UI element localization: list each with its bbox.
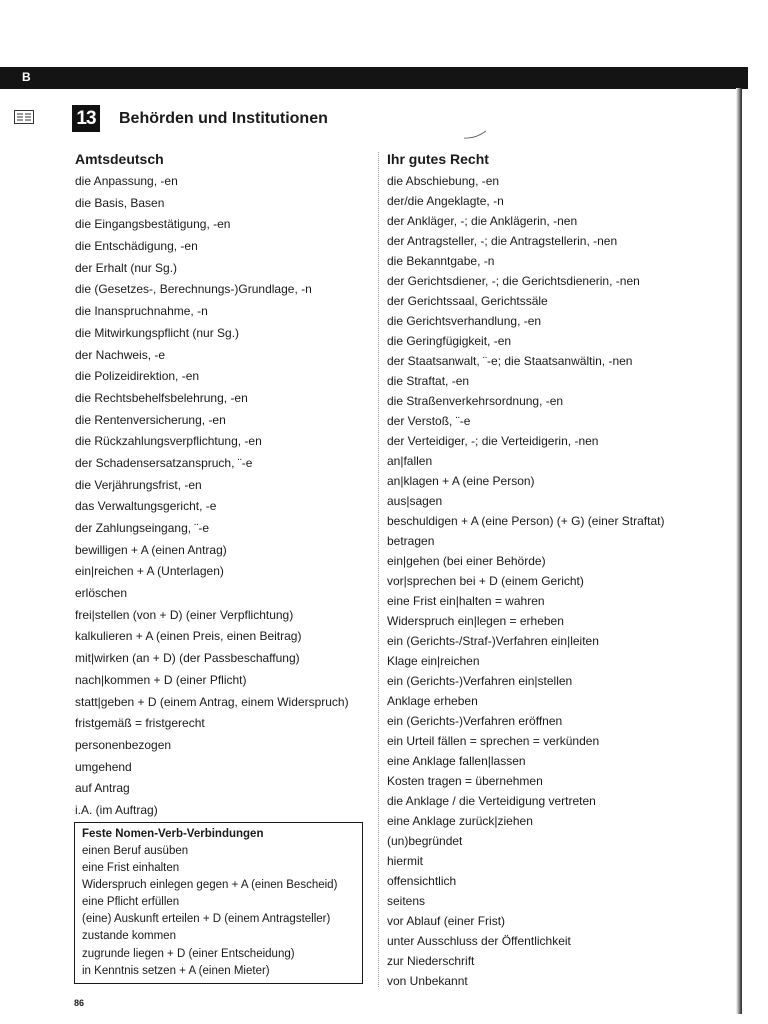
list-item: ein Urteil fällen = sprechen = verkünden — [387, 734, 600, 748]
list-item: Widerspruch ein|legen = erheben — [387, 614, 564, 628]
list-item: ein (Gerichts-)Verfahren ein|stellen — [387, 674, 573, 688]
list-item: ein (Gerichts-/Straf-)Verfahren ein|leiten — [387, 634, 599, 648]
list-item: die Rückzahlungsverpflichtung, -en — [75, 434, 262, 449]
list-item: an|klagen + A (eine Person) — [387, 474, 535, 488]
column-heading: Amtsdeutsch — [75, 151, 164, 167]
list-item: die Rentenversicherung, -en — [75, 412, 226, 427]
vocabulary-list — [75, 171, 375, 822]
list-item: die Bekanntgabe, -n — [387, 254, 495, 268]
list-item: in Kenntnis setzen + A (einen Mieter) — [82, 964, 270, 977]
unit-title: Behörden und Institutionen — [119, 110, 328, 127]
list-item: beschuldigen + A (eine Person) (+ G) (einer Straftat) — [387, 514, 665, 528]
list-item: bewilligen + A (einen Antrag) — [75, 542, 227, 557]
list-item: zur Niederschrift — [387, 954, 475, 968]
list-item: aus|sagen — [387, 494, 443, 508]
list-item: Anklage erheben — [387, 694, 478, 708]
vocabulary-list-icon — [14, 110, 34, 124]
list-item: die Entschädigung, -en — [75, 239, 198, 254]
list-item: i.A. (im Auftrag) — [75, 802, 158, 817]
list-item: eine Pflicht erfüllen — [82, 896, 180, 909]
list-item: erlöschen — [75, 586, 128, 601]
list-item: Kosten tragen = übernehmen — [387, 774, 543, 788]
list-item: der Zahlungseingang, ¨-e — [75, 521, 210, 535]
list-item: statt|geben + D (einem Antrag, einem Widerspruch) — [75, 694, 349, 709]
list-item: frei|stellen (von + D) (einer Verpflichtung) — [75, 607, 294, 622]
list-item: auf Antrag — [75, 781, 130, 796]
list-item: die Basis, Basen — [75, 195, 165, 210]
list-item: die Rechtsbehelfsbelehrung, -en — [75, 390, 248, 405]
list-item: (un)begründet — [387, 834, 463, 848]
column-heading: Ihr gutes Recht — [387, 151, 489, 167]
list-item: zustande kommen — [82, 930, 176, 943]
section-bar — [0, 67, 748, 89]
list-item: der Gerichtsdiener, -; die Gerichtsdienerin, -nen — [387, 274, 640, 288]
list-item: die Straßenverkehrsordnung, -en — [387, 394, 564, 408]
list-item: der Erhalt (nur Sg.) — [75, 260, 178, 275]
list-item: kalkulieren + A (einen Preis, einen Beitrag) — [75, 629, 302, 644]
list-item: die Inanspruchnahme, -n — [75, 304, 208, 319]
box-heading: Feste Nomen-Verb-Verbindungen — [82, 828, 264, 840]
list-item: die Eingangsbestätigung, -en — [75, 217, 231, 232]
list-item: die Anpassung, -en — [75, 174, 178, 188]
list-item: der/die Angeklagte, -n — [387, 194, 504, 208]
list-item: der Verteidiger, -; die Verteidigerin, -nen — [387, 434, 599, 448]
list-item: Klage ein|reichen — [387, 654, 480, 668]
list-item: das Verwaltungsgericht, -e — [75, 499, 217, 514]
list-item: offensichtlich — [387, 874, 457, 888]
list-item: die (Gesetzes-, Berechnungs-)Grundlage, -n — [75, 282, 312, 297]
list-item: ein|reichen + A (Unterlagen) — [75, 564, 224, 579]
list-item: der Antragsteller, -; die Antragstellerin, -nen — [387, 234, 618, 248]
list-item: der Schadensersatzanspruch, ¨-e — [75, 455, 253, 470]
list-item: betragen — [387, 534, 435, 548]
list-item: die Polizeidirektion, -en — [75, 369, 200, 384]
list-item: die Anklage / die Verteidigung vertreten — [387, 794, 596, 808]
section-letter: B — [22, 70, 31, 84]
list-item: seitens — [387, 894, 426, 908]
list-item: ein (Gerichts-)Verfahren eröffnen — [387, 714, 563, 728]
list-item: eine Anklage fallen|lassen — [387, 754, 526, 768]
page-curl-edge — [736, 88, 742, 1014]
list-item: unter Ausschluss der Öffentlichkeit — [387, 934, 571, 948]
list-item: eine Frist einhalten — [82, 862, 180, 875]
pen-stroke-mark — [463, 130, 487, 140]
column-divider — [378, 152, 380, 987]
list-item: (eine) Auskunft erteilen + D (einem Antragsteller) — [82, 913, 331, 926]
list-item: zugrunde liegen + D (einer Entscheidung) — [82, 947, 295, 960]
list-item: personenbezogen — [75, 737, 172, 752]
list-item: umgehend — [75, 759, 132, 774]
list-item: der Gerichtssaal, Gerichtssäle — [387, 294, 548, 308]
list-item: der Staatsanwalt, ¨-e; die Staatsanwältin, -nen — [387, 354, 633, 368]
unit-number-badge: 13 — [72, 105, 100, 132]
list-item: die Abschiebung, -en — [387, 174, 500, 188]
list-item: die Verjährungsfrist, -en — [75, 477, 202, 492]
list-item: vor Ablauf (einer Frist) — [387, 914, 506, 928]
list-item: die Mitwirkungspflicht (nur Sg.) — [75, 325, 240, 340]
list-item: der Nachweis, -e — [75, 347, 166, 362]
list-item: hiermit — [387, 854, 424, 868]
fixed-phrases-box — [74, 822, 363, 984]
list-item: mit|wirken (an + D) (der Passbeschaffung) — [75, 651, 300, 666]
list-item: eine Anklage zurück|ziehen — [387, 814, 533, 828]
phrase-list — [82, 843, 355, 980]
vocabulary-list — [387, 171, 732, 991]
list-item: der Ankläger, -; die Anklägerin, -nen — [387, 214, 578, 228]
list-item: eine Frist ein|halten = wahren — [387, 594, 545, 608]
list-item: die Straftat, -en — [387, 374, 470, 388]
list-item: an|fallen — [387, 454, 433, 468]
list-item: die Gerichtsverhandlung, -en — [387, 314, 542, 328]
right-column-ihr-gutes-recht — [387, 149, 732, 991]
list-item: die Geringfügigkeit, -en — [387, 334, 512, 348]
list-item: von Unbekannt — [387, 974, 468, 988]
list-item: fristgemäß = fristgerecht — [75, 716, 205, 731]
left-column-amtsdeutsch — [75, 149, 375, 822]
list-item: Widerspruch einlegen gegen + A (einen Bescheid) — [82, 879, 338, 892]
list-item: der Verstoß, ¨-e — [387, 414, 471, 428]
list-item: nach|kommen + D (einer Pflicht) — [75, 672, 247, 687]
list-item: einen Beruf ausüben — [82, 845, 189, 857]
list-item: ein|gehen (bei einer Behörde) — [387, 554, 546, 568]
page-number: 86 — [74, 998, 85, 1008]
list-item: vor|sprechen bei + D (einem Gericht) — [387, 574, 584, 588]
